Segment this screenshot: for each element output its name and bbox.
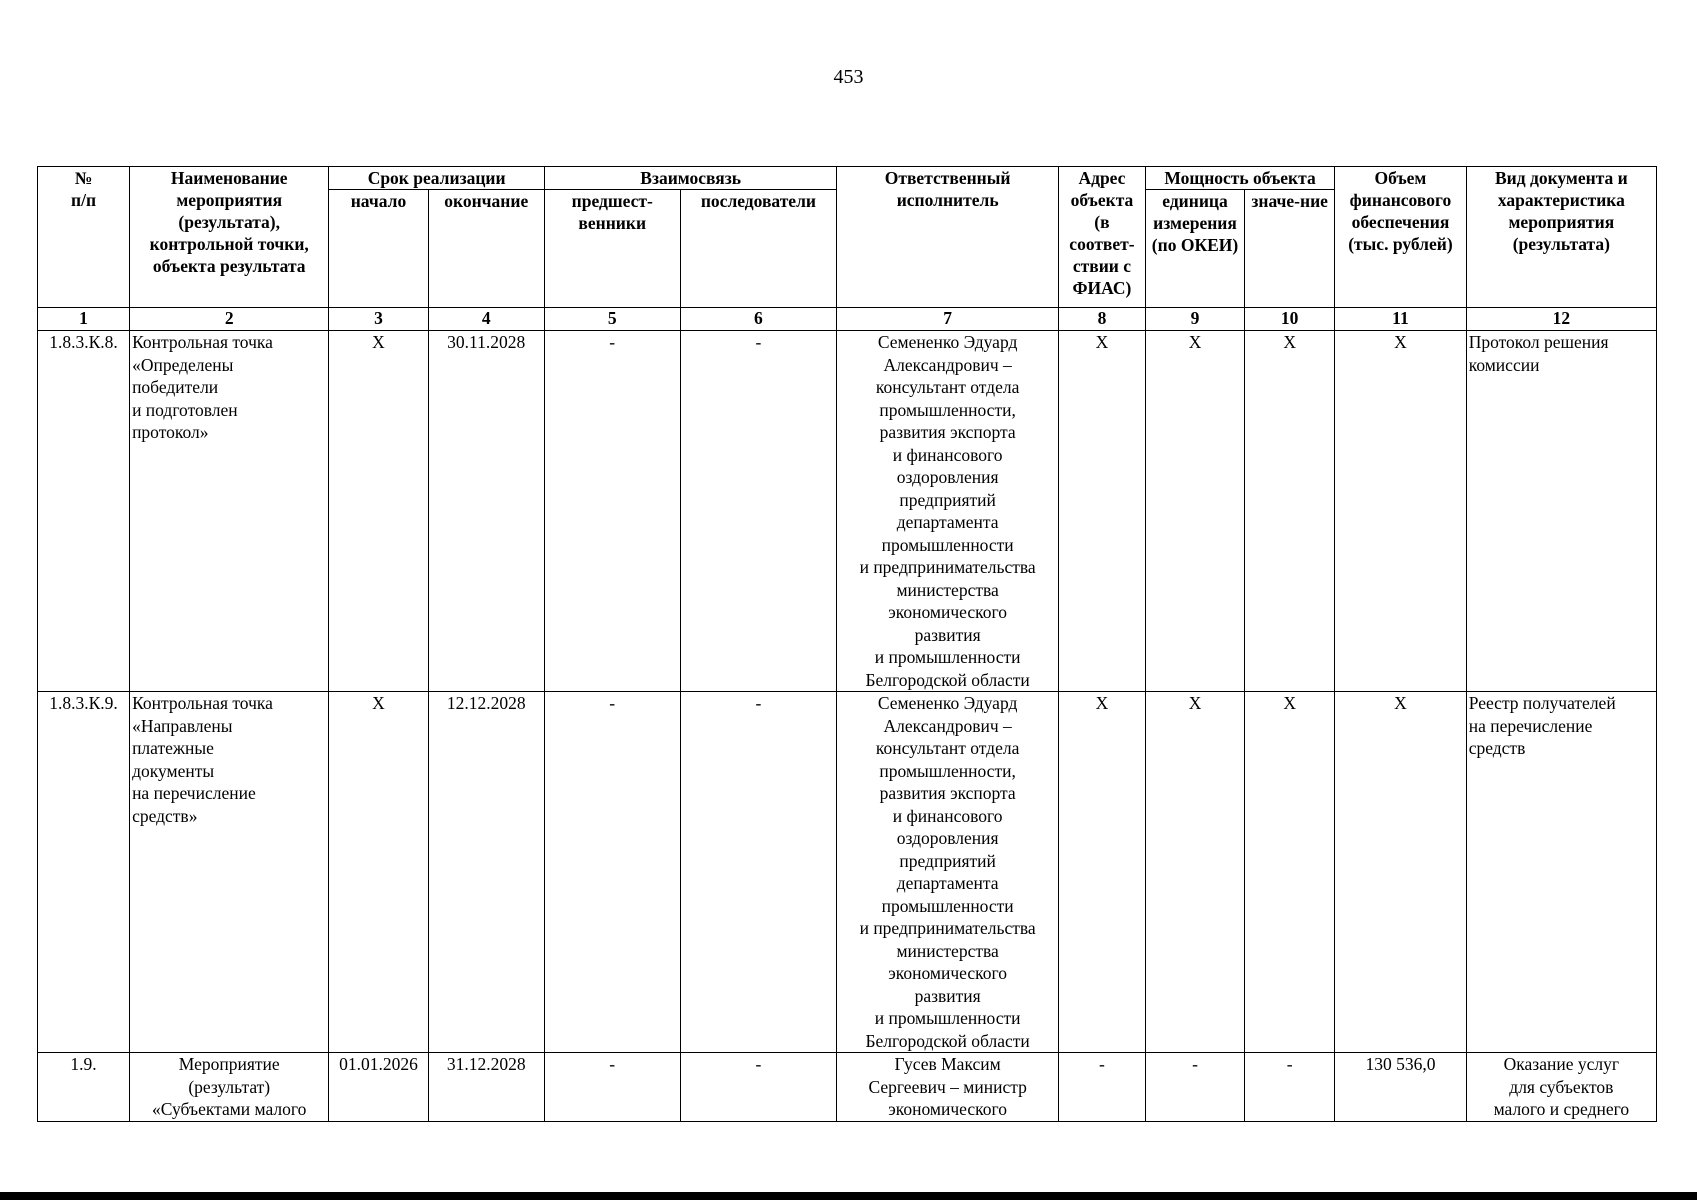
row-name: Контрольная точка «Определены победители и подготовлен протокол»	[130, 331, 329, 692]
header-address: Адрес объекта (в соответ-ствии с ФИАС)	[1058, 167, 1145, 308]
row-address: Х	[1058, 692, 1145, 1053]
header-num: № п/п	[38, 167, 130, 308]
header-link-prev: предшест- венники	[544, 190, 680, 308]
row-unit: Х	[1145, 692, 1244, 1053]
row-end: 12.12.2028	[428, 692, 544, 1053]
row-start: Х	[329, 331, 428, 692]
row-prev: -	[544, 692, 680, 1053]
col-number: 10	[1245, 308, 1335, 331]
row-responsible: Гусев Максим Сергеевич – министр экономического	[837, 1053, 1059, 1122]
row-end: 31.12.2028	[428, 1053, 544, 1122]
row-prev: -	[544, 331, 680, 692]
row-responsible: Семененко Эдуард Александрович – консультант отдела промышленности, развития экспорта и финансового оздоровления предприятий департамента промышленности и предпринимательства министерства экономического развития и промышленности Белгородской области	[837, 692, 1059, 1053]
row-address: Х	[1058, 331, 1145, 692]
row-finance: Х	[1335, 692, 1467, 1053]
header-term-end: окончание	[428, 190, 544, 308]
col-number: 11	[1335, 308, 1467, 331]
col-number: 2	[130, 308, 329, 331]
table-row	[38, 692, 1657, 1053]
header-term: Срок реализации	[329, 167, 545, 190]
col-number: 5	[544, 308, 680, 331]
header-term-start: начало	[329, 190, 428, 308]
row-num: 1.9.	[38, 1053, 130, 1122]
row-value: Х	[1245, 692, 1335, 1053]
row-responsible: Семененко Эдуард Александрович – консультант отдела промышленности, развития экспорта и финансового оздоровления предприятий департамента промышленности и предпринимательства министерства экономического развития и промышленности Белгородской области	[837, 331, 1059, 692]
header-link-next: последователи	[680, 190, 837, 308]
row-start: 01.01.2026	[329, 1053, 428, 1122]
row-start: Х	[329, 692, 428, 1053]
header-unit: единица измерения (по ОКЕИ)	[1145, 190, 1244, 308]
row-num: 1.8.3.К.9.	[38, 692, 130, 1053]
header-capacity: Мощность объекта	[1145, 167, 1334, 190]
row-unit: -	[1145, 1053, 1244, 1122]
page-number: 453	[833, 66, 864, 88]
header-doc: Вид документа и характеристика мероприятия (результата)	[1466, 167, 1656, 308]
row-name: Контрольная точка «Направлены платежные документы на перечисление средств»	[130, 692, 329, 1053]
row-end: 30.11.2028	[428, 331, 544, 692]
row-value: Х	[1245, 331, 1335, 692]
row-next: -	[680, 692, 837, 1053]
row-unit: Х	[1145, 331, 1244, 692]
header-value: значе-ние	[1245, 190, 1335, 308]
table-row	[38, 1053, 1657, 1122]
header-finance: Объем финансового обеспечения (тыс. рублей)	[1335, 167, 1467, 308]
row-next: -	[680, 331, 837, 692]
row-num: 1.8.3.К.8.	[38, 331, 130, 692]
row-doc: Реестр получателей на перечисление средств	[1466, 692, 1656, 1053]
col-number: 9	[1145, 308, 1244, 331]
col-number: 4	[428, 308, 544, 331]
row-prev: -	[544, 1053, 680, 1122]
row-next: -	[680, 1053, 837, 1122]
activities-table	[37, 166, 1657, 1122]
row-doc: Протокол решения комиссии	[1466, 331, 1656, 692]
col-number: 12	[1466, 308, 1656, 331]
row-finance: Х	[1335, 331, 1467, 692]
header-link: Взаимосвязь	[544, 167, 836, 190]
row-address: -	[1058, 1053, 1145, 1122]
col-number: 1	[38, 308, 130, 331]
header-name: Наименование мероприятия (результата), контрольной точки, объекта результата	[130, 167, 329, 308]
row-value: -	[1245, 1053, 1335, 1122]
header-responsible: Ответственный исполнитель	[837, 167, 1059, 308]
col-number: 3	[329, 308, 428, 331]
col-number: 8	[1058, 308, 1145, 331]
col-number: 6	[680, 308, 837, 331]
scan-edge-bar	[0, 1192, 1697, 1200]
row-finance: 130 536,0	[1335, 1053, 1467, 1122]
row-doc: Оказание услуг для субъектов малого и среднего	[1466, 1053, 1656, 1122]
col-number: 7	[837, 308, 1059, 331]
row-name: Мероприятие (результат) «Субъектами малого	[130, 1053, 329, 1122]
table-row	[38, 331, 1657, 692]
